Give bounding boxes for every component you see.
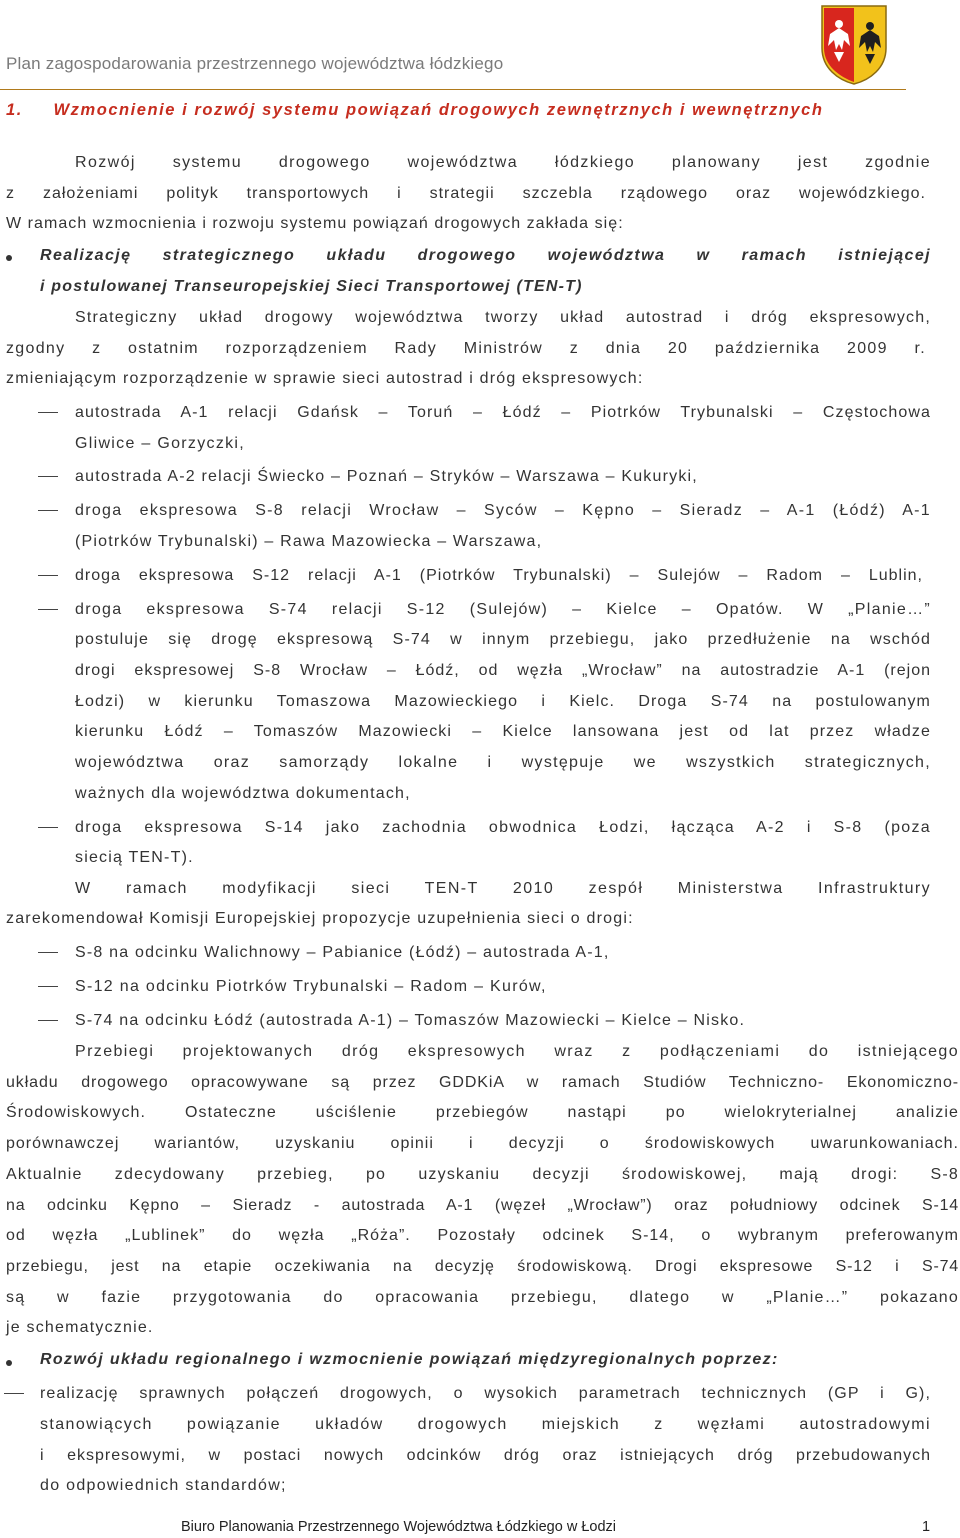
list-item: droga ekspresowa S-8 relacji Wrocław – Syców – Kępno – Sieradz – A-1 (Łódź) A-1: [75, 502, 931, 519]
list-item: kierunku Łódź – Tomaszów Mazowiecki – Kielce lansowana jest od lat przez władze: [75, 723, 931, 740]
list-item: S-12 na odcinku Piotrków Trybunalski – Radom – Kurów,: [75, 978, 547, 995]
paragraph-line: zgodny z ostatnim rozporządzeniem Rady Ministrów z dnia 20 października 2009 r.: [6, 340, 926, 357]
dash-icon: [38, 1020, 58, 1021]
dash-icon: [38, 609, 58, 610]
list-item: autostrada A-2 relacji Świecko – Poznań – Stryków – Warszawa – Kukuryki,: [75, 468, 698, 485]
paragraph-line: Strategiczny układ drogowy województwa tworzy układ autostrad i dróg ekspresowych,: [75, 309, 931, 326]
list-item: realizację sprawnych połączeń drogowych, o wysokich parametrach technicznych (GP i G),: [40, 1385, 931, 1402]
dash-icon: [38, 476, 58, 477]
list-item: S-8 na odcinku Walichnowy – Pabianice (Łódź) – autostrada A-1,: [75, 944, 610, 961]
dash-icon: [38, 510, 58, 511]
paragraph-line: Aktualnie zdecydowany przebieg, po uzyskaniu decyzji środowiskowej, mają drogi: S-8: [6, 1166, 959, 1183]
list-item: S-74 na odcinku Łódź (autostrada A-1) – Tomaszów Mazowiecki – Kielce – Nisko.: [75, 1012, 746, 1029]
list-item-heading: Rozwój układu regionalnego i wzmocnienie powiązań międzyregionalnych poprzez:: [40, 1351, 779, 1368]
voivodeship-crest-eagle-icon: [820, 4, 888, 86]
dash-icon: [38, 575, 58, 576]
list-item: stanowiących powiązanie układów drogowych miejskich z węzłami autostradowymi: [40, 1416, 931, 1433]
paragraph-line: Przebiegi projektowanych dróg ekspresowych wraz z podłączeniami do istniejącego: [75, 1043, 959, 1060]
paragraph-line: z założeniami polityk transportowych i strategii szczebla rządowego oraz wojewódzkiego.: [6, 185, 926, 202]
paragraph-line: Rozwój systemu drogowego województwa łódzkiego planowany jest zgodnie: [75, 154, 931, 171]
paragraph-line: przebiegu, jest na etapie oczekiwania na decyzję środowiskową. Drogi ekspresowe S-12 i S-74: [6, 1258, 959, 1275]
bullet-icon: [6, 1360, 12, 1366]
list-item: województwa oraz samorządy lokalne i występuje we wszystkich strategicznych,: [75, 754, 931, 771]
list-item: droga ekspresowa S-14 jako zachodnia obwodnica Łodzi, łącząca A-2 i S-8 (poza: [75, 819, 931, 836]
document-title: Plan zagospodarowania przestrzennego województwa łódzkiego: [6, 54, 504, 73]
dash-icon: [38, 827, 58, 828]
list-item: Gliwice – Gorzyczki,: [75, 435, 246, 452]
list-item-heading: i postulowanej Transeuropejskiej Sieci Transportowej (TEN-T): [40, 278, 583, 295]
paragraph-line: są w fazie przygotowania do opracowania przebiegu, dlatego w „Planie…” pokazano: [6, 1289, 959, 1306]
list-item: (Piotrków Trybunalski) – Rawa Mazowiecka – Warszawa,: [75, 533, 543, 550]
paragraph-line: W ramach wzmocnienia i rozwoju systemu powiązań drogowych zakłada się:: [6, 215, 624, 232]
section-heading-text: Wzmocnienie i rozwój systemu powiązań drogowych zewnętrznych i wewnętrznych: [53, 101, 824, 119]
paragraph-line: W ramach modyfikacji sieci TEN-T 2010 zespół Ministerstwa Infrastruktury: [75, 880, 931, 897]
list-item: Łodzi) w kierunku Tomaszowa Mazowieckiego i Kielc. Droga S-74 na postulowanym: [75, 693, 931, 710]
dash-icon: [38, 952, 58, 953]
list-item: i ekspresowymi, w postaci nowych odcinków dróg oraz istniejących dróg przebudowanych: [40, 1447, 931, 1464]
dash-icon: [38, 986, 58, 987]
list-item: ważnych dla województwa dokumentach,: [75, 785, 411, 802]
bullet-icon: [6, 255, 12, 261]
list-item: siecią TEN-T).: [75, 849, 194, 866]
paragraph-line: Środowiskowych. Ostateczne uściślenie przebiegów nastąpi po wielokryterialnej analizie: [6, 1104, 959, 1121]
paragraph-line: je schematycznie.: [6, 1319, 154, 1336]
list-item: droga ekspresowa S-74 relacji S-12 (Sulejów) – Kielce – Opatów. W „Planie…”: [75, 601, 931, 618]
paragraph-line: od węzła „Lublinek” do węzła „Róża”. Pozostały odcinek S-14, o wybranym preferowanym: [6, 1227, 959, 1244]
paragraph-line: układu drogowego opracowywane są przez GDDKiA w ramach Studiów Techniczno- Ekonomiczno-: [6, 1074, 959, 1091]
header-rule: [0, 89, 906, 90]
page-number: 1: [922, 1519, 931, 1535]
section-number: 1.: [6, 101, 23, 119]
list-item: postuluje się drogę ekspresową S-74 w innym przebiegu, jako przedłużenie na wschód: [75, 631, 931, 648]
list-item: do odpowiednich standardów;: [40, 1477, 287, 1494]
list-item: droga ekspresowa S-12 relacji A-1 (Piotrków Trybunalski) – Sulejów – Radom – Lublin,: [75, 567, 923, 584]
paragraph-line: zmieniającym rozporządzenie w sprawie sieci autostrad i dróg ekspresowych:: [6, 370, 644, 387]
list-item: autostrada A-1 relacji Gdańsk – Toruń – Łódź – Piotrków Trybunalski – Częstochowa: [75, 404, 931, 421]
section-heading: [6, 101, 824, 120]
dash-icon: [38, 412, 58, 413]
paragraph-line: porównawczej wariantów, uzyskaniu opinii i decyzji o środowiskowych uwarunkowaniach.: [6, 1135, 959, 1152]
dash-icon: [4, 1393, 24, 1394]
footer-office: Biuro Planowania Przestrzennego Województwa Łódzkiego w Łodzi: [181, 1519, 616, 1535]
list-item: drogi ekspresowej S-8 Wrocław – Łódź, od węzła „Wrocław” na autostradzie A-1 (rejon: [75, 662, 931, 679]
paragraph-line: na odcinku Kępno – Sieradz - autostrada A-1 (węzeł „Wrocław”) oraz południowy odcinek S-14: [6, 1197, 959, 1214]
list-item-heading: Realizację strategicznego układu drogowego województwa w ramach istniejącej: [40, 247, 931, 264]
paragraph-line: zarekomendował Komisji Europejskiej propozycje uzupełnienia sieci o drogi:: [6, 910, 634, 927]
